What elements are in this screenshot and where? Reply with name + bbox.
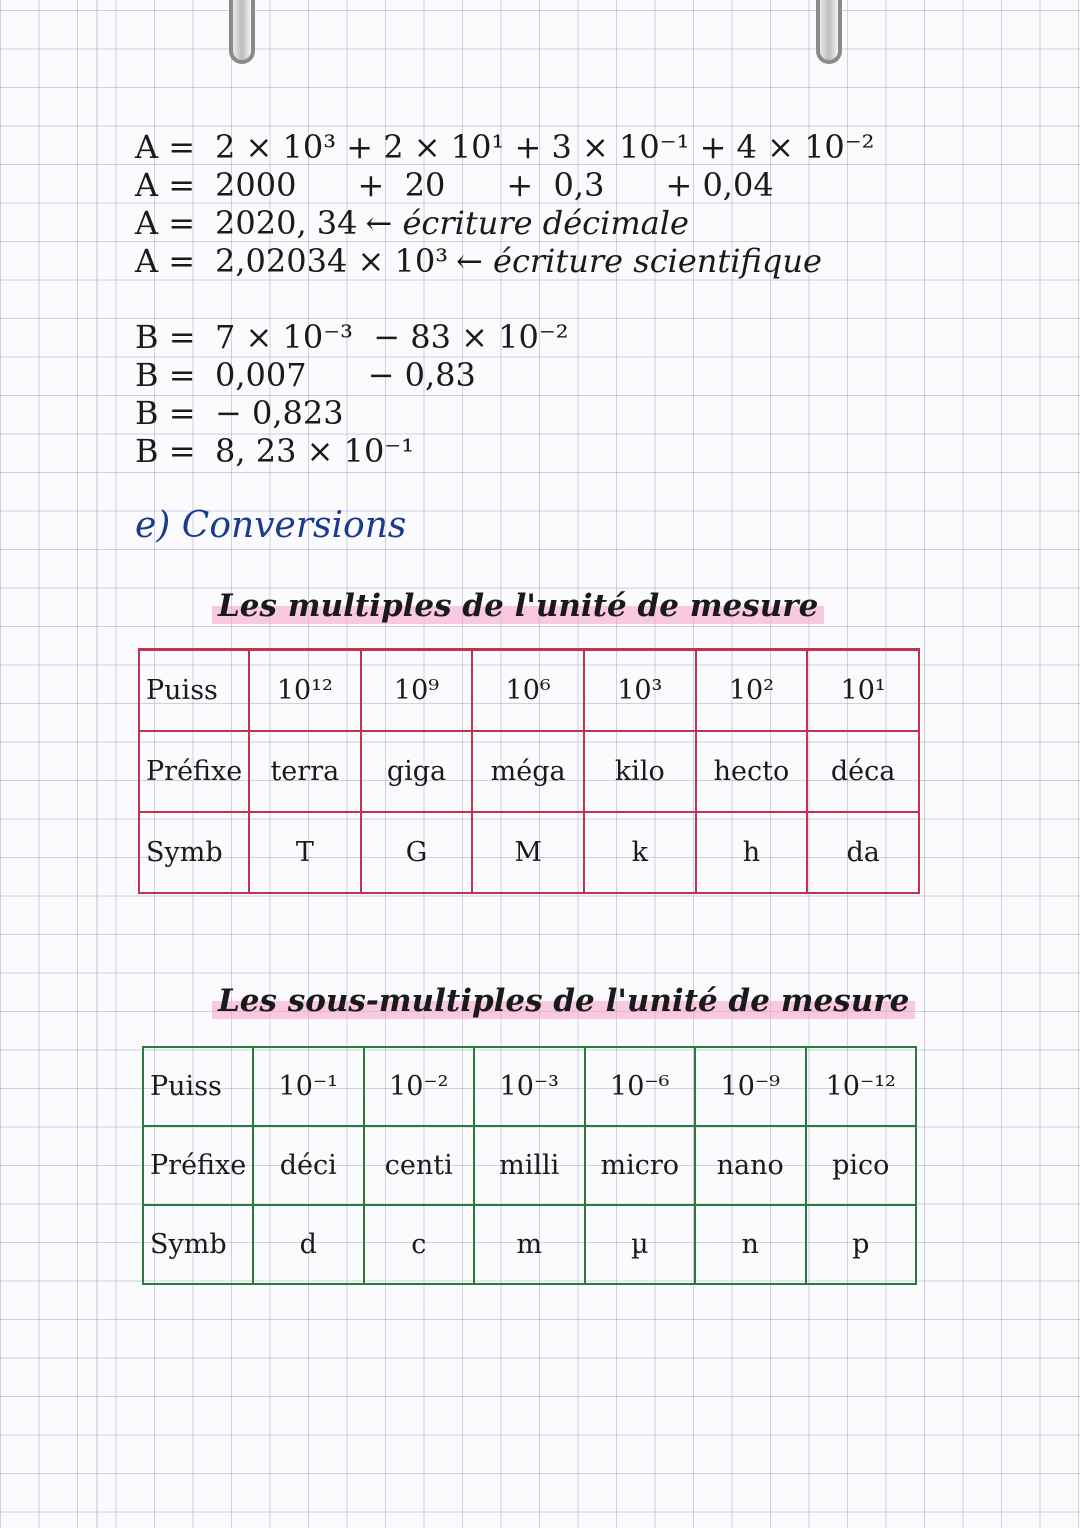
table-row — [139, 812, 919, 893]
table-cell: giga — [361, 731, 473, 812]
table-row — [143, 1205, 916, 1284]
table-cell: 10⁻² — [364, 1047, 475, 1126]
table-cell: h — [696, 812, 808, 893]
multiples-table — [138, 648, 920, 894]
equation-expression: 2 × 10³ + 2 × 10¹ + 3 × 10⁻¹ + 4 × 10⁻² — [215, 128, 875, 166]
table-cell: centi — [364, 1126, 475, 1205]
table-cell: terra — [249, 731, 361, 812]
table-cell: c — [364, 1205, 475, 1284]
equation-expression: 7 × 10⁻³ − 83 × 10⁻² — [215, 318, 569, 356]
row-header: Puiss — [143, 1047, 253, 1126]
equation-line — [135, 166, 875, 204]
table-cell: 10¹ — [807, 650, 919, 732]
equation-expression: − 0,823 — [215, 394, 344, 432]
table-cell: µ — [585, 1205, 696, 1284]
row-header: Préfixe — [143, 1126, 253, 1205]
equation-note: ← écriture décimale — [365, 204, 689, 242]
table-cell: G — [361, 812, 473, 893]
table-row — [139, 731, 919, 812]
equation-variable: B = — [135, 356, 196, 394]
equation-variable: B = — [135, 318, 196, 356]
table-cell: 10⁻⁶ — [585, 1047, 696, 1126]
table-cell: m — [474, 1205, 585, 1284]
table-cell: da — [807, 812, 919, 893]
table-cell: k — [584, 812, 696, 893]
table-cell: 10⁻¹ — [253, 1047, 364, 1126]
equation-line — [135, 432, 569, 470]
equation-expression: 2020, 34 — [215, 204, 358, 242]
table-cell: micro — [585, 1126, 696, 1205]
equation-line — [135, 204, 875, 242]
submultiples-table-title: Les sous-multiples de l'unité de mesure — [212, 983, 915, 1019]
equation-block-a — [135, 128, 875, 280]
equation-line — [135, 242, 875, 280]
table-cell: 10⁻⁹ — [695, 1047, 806, 1126]
multiples-table-title: Les multiples de l'unité de mesure — [212, 588, 824, 624]
table-row — [139, 650, 919, 732]
row-header: Symb — [143, 1205, 253, 1284]
table-cell: 10⁹ — [361, 650, 473, 732]
table-cell: 10⁻³ — [474, 1047, 585, 1126]
equation-line — [135, 128, 875, 166]
row-header: Symb — [139, 812, 249, 893]
equation-line — [135, 394, 569, 432]
equation-block-b — [135, 318, 569, 470]
table-row — [143, 1126, 916, 1205]
table-cell: 10³ — [584, 650, 696, 732]
table-cell: M — [472, 812, 584, 893]
table-cell: 10⁶ — [472, 650, 584, 732]
table-row — [143, 1047, 916, 1126]
equation-expression: 2,02034 × 10³ — [215, 242, 449, 280]
notebook-margin-line — [96, 0, 98, 1528]
table-cell: méga — [472, 731, 584, 812]
submultiples-table — [142, 1046, 917, 1285]
table-cell: p — [806, 1205, 917, 1284]
row-header: Puiss — [139, 650, 249, 732]
table-cell: kilo — [584, 731, 696, 812]
equation-expression: 8, 23 × 10⁻¹ — [215, 432, 415, 470]
table-cell: déci — [253, 1126, 364, 1205]
section-title: e) Conversions — [135, 505, 407, 546]
table-cell: T — [249, 812, 361, 893]
equation-line — [135, 318, 569, 356]
equation-expression: 0,007 − 0,83 — [215, 356, 476, 394]
table-cell: 10⁻¹² — [806, 1047, 917, 1126]
equation-variable: B = — [135, 394, 196, 432]
table-cell: n — [695, 1205, 806, 1284]
table-cell: nano — [695, 1126, 806, 1205]
binder-ring-icon — [229, 0, 255, 64]
equation-variable: A = — [135, 166, 196, 204]
equation-variable: A = — [135, 128, 196, 166]
equation-variable: A = — [135, 242, 196, 280]
equation-note: ← écriture scientifique — [456, 242, 822, 280]
table-cell: d — [253, 1205, 364, 1284]
row-header: Préfixe — [139, 731, 249, 812]
table-cell: 10² — [696, 650, 808, 732]
binder-ring-icon — [816, 0, 842, 64]
table-cell: déca — [807, 731, 919, 812]
equation-expression: 2000 + 20 + 0,3 + 0,04 — [215, 166, 774, 204]
table-cell: milli — [474, 1126, 585, 1205]
table-cell: 10¹² — [249, 650, 361, 732]
equation-variable: A = — [135, 204, 196, 242]
equation-variable: B = — [135, 432, 196, 470]
table-cell: pico — [806, 1126, 917, 1205]
equation-line — [135, 356, 569, 394]
table-cell: hecto — [696, 731, 808, 812]
